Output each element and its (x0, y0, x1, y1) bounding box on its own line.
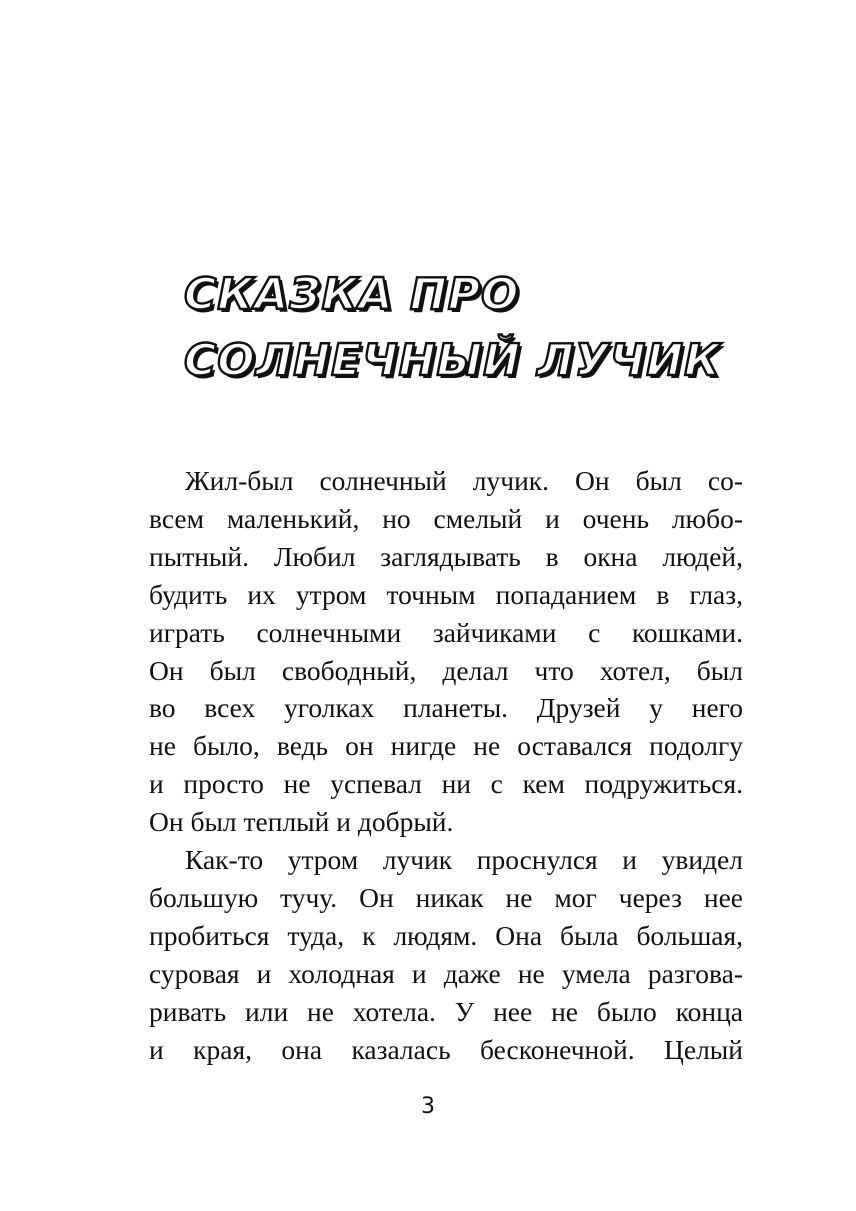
text-line: не было, ведь он нигде не оставался подолгу (149, 730, 743, 762)
text-line: ривать или не хотела. У нее не было конца (149, 995, 743, 1027)
text-line: всем маленький, но смелый и очень любо- (149, 502, 743, 534)
story-text (149, 462, 743, 1069)
text-line: Жил-был солнечный лучик. Он был со- (185, 465, 743, 496)
text-line: будить их утром точным попаданием в глаз, (149, 578, 743, 610)
text-line: Он был теплый и добрый. (149, 806, 454, 838)
text-line: и края, она казалась бесконечной. Целый (149, 1033, 743, 1065)
text-line: Он был свободный, делал что хотел, был (149, 654, 743, 686)
text-line: суровая и холодная и даже не умела разгова- (149, 957, 743, 989)
text-line: пробиться туда, к людям. Она была большая, (149, 919, 743, 951)
text-line: во всех уголках планеты. Друзей у него (149, 692, 743, 724)
page-number: 3 (421, 1094, 435, 1119)
chapter-title (184, 262, 784, 394)
text-line: играть солнечными зайчиками с кошками. (149, 616, 743, 648)
text-line: Как-то утром лучик проснулся и увидел (185, 844, 743, 876)
text-line: большую тучу. Он никак не мог через нее (149, 881, 743, 913)
text-line: и просто не успевал ни с кем подружиться. (149, 768, 743, 800)
chapter-title-line-2: СОЛНЕЧНЫЙ ЛУЧИК (184, 335, 722, 386)
chapter-title-line-1: СКАЗКА ПРО (184, 269, 520, 320)
text-line: пытный. Любил заглядывать в окна людей, (149, 540, 743, 572)
